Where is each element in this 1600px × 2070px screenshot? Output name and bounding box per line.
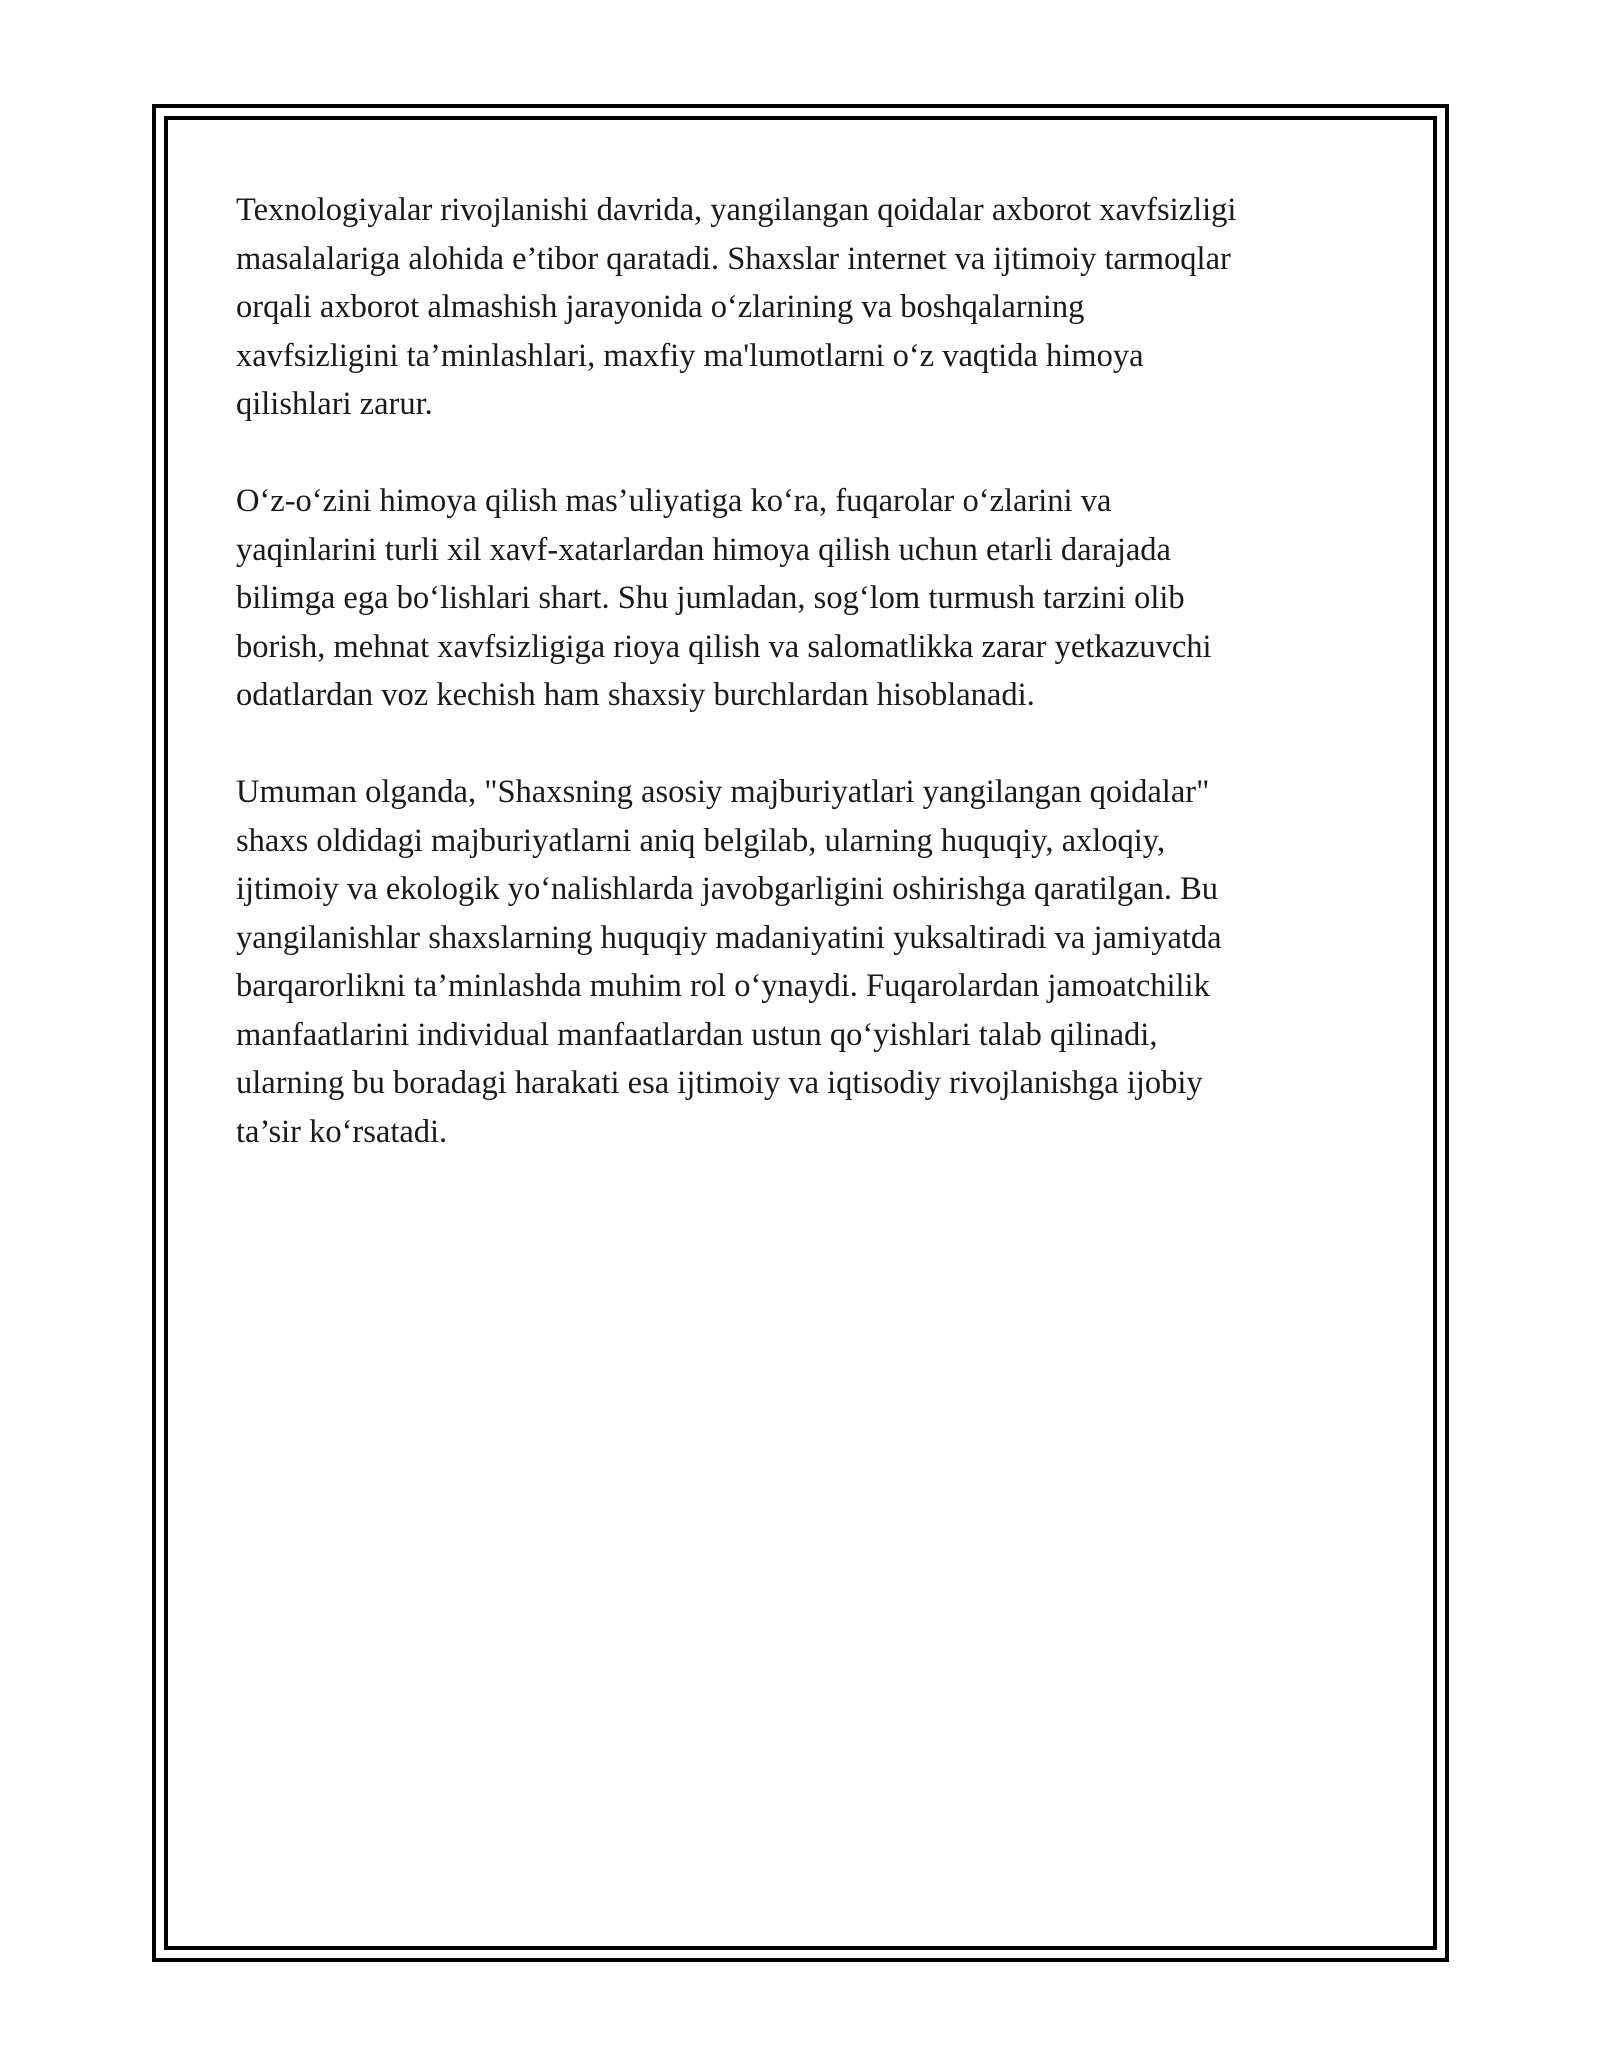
text-line: borish, mehnat xavfsizligiga rioya qilish va salomatlikka zarar yetkazuvchi	[236, 628, 1212, 665]
text-line: ta’sir ko‘rsatadi.	[236, 1113, 448, 1150]
text-line: qilishlari zarur.	[236, 386, 433, 422]
text-line: bilimga ega bo‘lishlari shart. Shu jumladan, sog‘lom turmush tarzini olib	[236, 580, 1185, 616]
text-line: shaxs oldidagi majburiyatlarni aniq belgilab, ularning huquqiy, axloqiy,	[236, 822, 1166, 859]
text-line: Texnologiyalar rivojlanishi davrida, yangilangan qoidalar axborot xavfsizligi	[236, 192, 1237, 228]
text-line: yangilanishlar shaxslarning huquqiy madaniyatini yuksaltiradi va jamiyatda	[236, 919, 1222, 956]
text-line: xavfsizligini ta’minlashlari, maxfiy ma'lumotlarni o‘z vaqtida himoya	[236, 337, 1144, 374]
text-line: O‘z-o‘zini himoya qilish mas’uliyatiga ko‘ra, fuqarolar o‘zlarini va	[236, 483, 1112, 519]
text-line: ularning bu boradagi harakati esa ijtimoiy va iqtisodiy rivojlanishga ijobiy	[236, 1065, 1203, 1101]
text-line: odatlardan voz kechish ham shaxsiy burchlardan hisoblanadi.	[236, 677, 1035, 713]
text-line: masalalariga alohida e’tibor qaratadi. Shaxslar internet va ijtimoiy tarmoqlar	[236, 240, 1231, 277]
paragraph-1	[236, 186, 1376, 429]
text-line: orqali axborot almashish jarayonida o‘zlarining va boshqalarning	[236, 289, 1085, 325]
text-line: ijtimoiy va ekologik yo‘nalishlarda javobgarligini oshirishga qaratilgan. Bu	[236, 871, 1219, 907]
text-line: yaqinlarini turli xil xavf-xatarlardan himoya qilish uchun etarli darajada	[236, 531, 1171, 568]
text-line: Umuman olganda, "Shaxsning asosiy majburiyatlari yangilangan qoidalar"	[236, 774, 1210, 810]
document-body	[236, 186, 1376, 1205]
text-line: barqarorlikni ta’minlashda muhim rol o‘ynaydi. Fuqarolardan jamoatchilik	[236, 968, 1210, 1004]
paragraph-3	[236, 768, 1376, 1156]
paragraph-2	[236, 477, 1376, 720]
text-line: manfaatlarini individual manfaatlardan ustun qo‘yishlari talab qilinadi,	[236, 1016, 1158, 1053]
